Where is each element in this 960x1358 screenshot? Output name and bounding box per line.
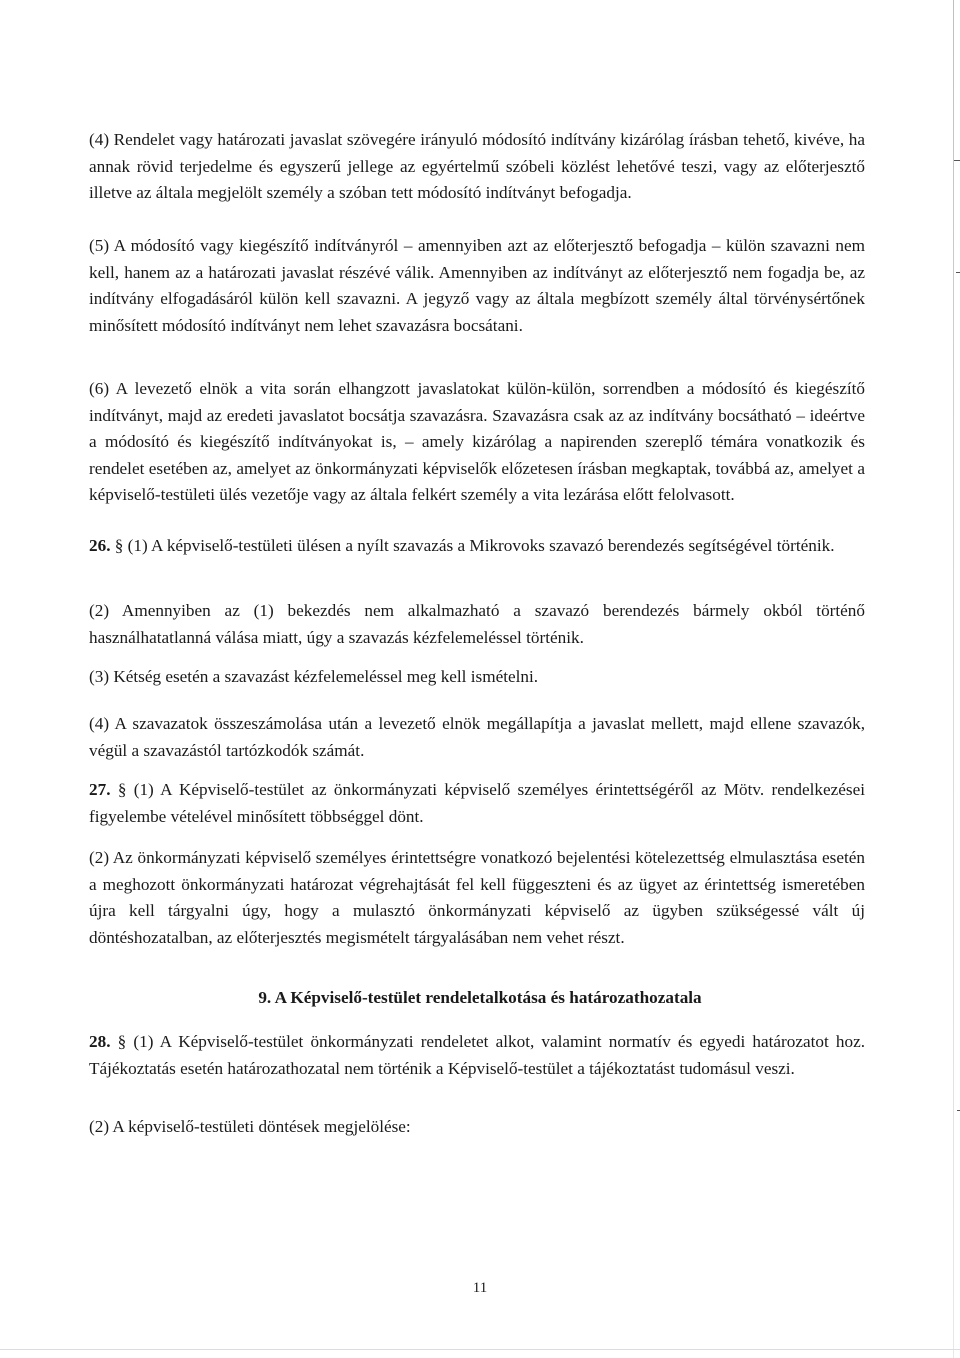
section-26-paragraph-4: (4) A szavazatok összeszámolása után a levezető elnök megállapítja a javaslat mellett, majd ellene szavazók, végül a szavazástól tartózkodók számát. [89, 714, 865, 760]
section-28-paragraph-1 [89, 1029, 865, 1082]
section-27-paragraph-2: (2) Az önkormányzati képviselő személyes érintettségre vonatkozó bejelentési kötelezettség elmulasztása esetén a meghozott önkormányzati határozat végrehajtását fel kell függeszteni és az ügyet az érintettség ismeretében újra kell tárgyalni úgy, hogy a mulasztó önkormányzati képviselő az ügyben szükségessé vált új döntéshozatalban, az előterjesztés megismételt tárgyalásában nem vehet részt. [89, 848, 865, 947]
section-26-text: § (1) A képviselő-testületi ülésen a nyílt szavazás a Mikrovoks szavazó berendezés segítségével történik. [110, 536, 835, 555]
section-27-number: 27. [89, 780, 111, 799]
section-26-paragraph-2: (2) Amennyiben az (1) bekezdés nem alkalmazható a szavazó berendezés bármely okból történő használhatatlanná válása miatt, úgy a szavazás kézfelemeléssel történik. [89, 601, 865, 647]
section-26-number: 26. [89, 536, 111, 555]
scan-edge-tick [954, 160, 960, 161]
paragraph-5: (5) A módosító vagy kiegészítő indítványról – amennyiben azt az előterjesztő befogadja – külön szavazni nem kell, hanem az a határozati javaslat részévé válik. Amennyiben az indítványt az előterjesztő nem fogadja be, az indítvány elfogadásáról külön kell szavazni. A jegyző vagy az általa megbízott személy által törvénysértőnek minősített módosító indítványt nem lehet szavazásra bocsátani. [89, 236, 865, 335]
page-number: 11 [472, 1280, 488, 1296]
section-26-paragraph-3: (3) Kétség esetén a szavazást kézfelemeléssel meg kell ismételni. [89, 667, 539, 686]
section-28-text: § (1) A Képviselő-testület önkormányzati rendeletet alkot, valamint normatív és egyedi határozatot hoz. Tájékoztatás esetén határozathozatal nem történik a Képviselő-testület a tájékoztatást tudomásul veszi. [89, 1032, 865, 1078]
section-27-text: § (1) A Képviselő-testület az önkormányzati képviselő személyes érintettségéről az Mötv. rendelkezései figyelembe vételével minősített többséggel dönt. [89, 780, 865, 826]
paragraph-6: (6) A levezető elnök a vita során elhangzott javaslatokat külön-külön, sorrendben a módosító és kiegészítő indítványt, majd az eredeti javaslatot bocsátja szavazásra. Szavazásra csak az az indítvány bocsátható – ideértve a módosító és kiegészítő indítványokat is, – amely kizárólag a napirenden szereplő témára vonatkozik és rendelet esetében az, amelyet az önkormányzati képviselők előzetesen írásban megkaptak, továbbá az, amelyet a képviselő-testületi ülés vezetője vagy az általa felkért személy a vita lezárása előtt felolvasott. [89, 379, 865, 504]
scan-edge-line [953, 0, 954, 1358]
paragraph-4: (4) Rendelet vagy határozati javaslat szövegére irányuló módosító indítvány kizárólag írásban tehető, kivéve, ha annak rövid terjedelme és egyszerű jellege az egyértelmű szóbeli közlést lehetővé teszi, vagy az előterjesztő illetve az általa megjelölt személy a szóban tett módosító indítványt befogadja. [89, 130, 865, 202]
scan-edge-tick [956, 272, 960, 273]
section-28-number: 28. [89, 1032, 111, 1051]
section-28-paragraph-2: (2) A képviselő-testületi döntések megjelölése: [89, 1117, 411, 1136]
section-27-paragraph-1 [89, 777, 865, 830]
scan-bottom-line [0, 1349, 960, 1350]
section-26-paragraph-1 [89, 533, 865, 560]
chapter-heading: 9. A Képviselő-testület rendeletalkotása és határozathozatala [258, 988, 702, 1007]
